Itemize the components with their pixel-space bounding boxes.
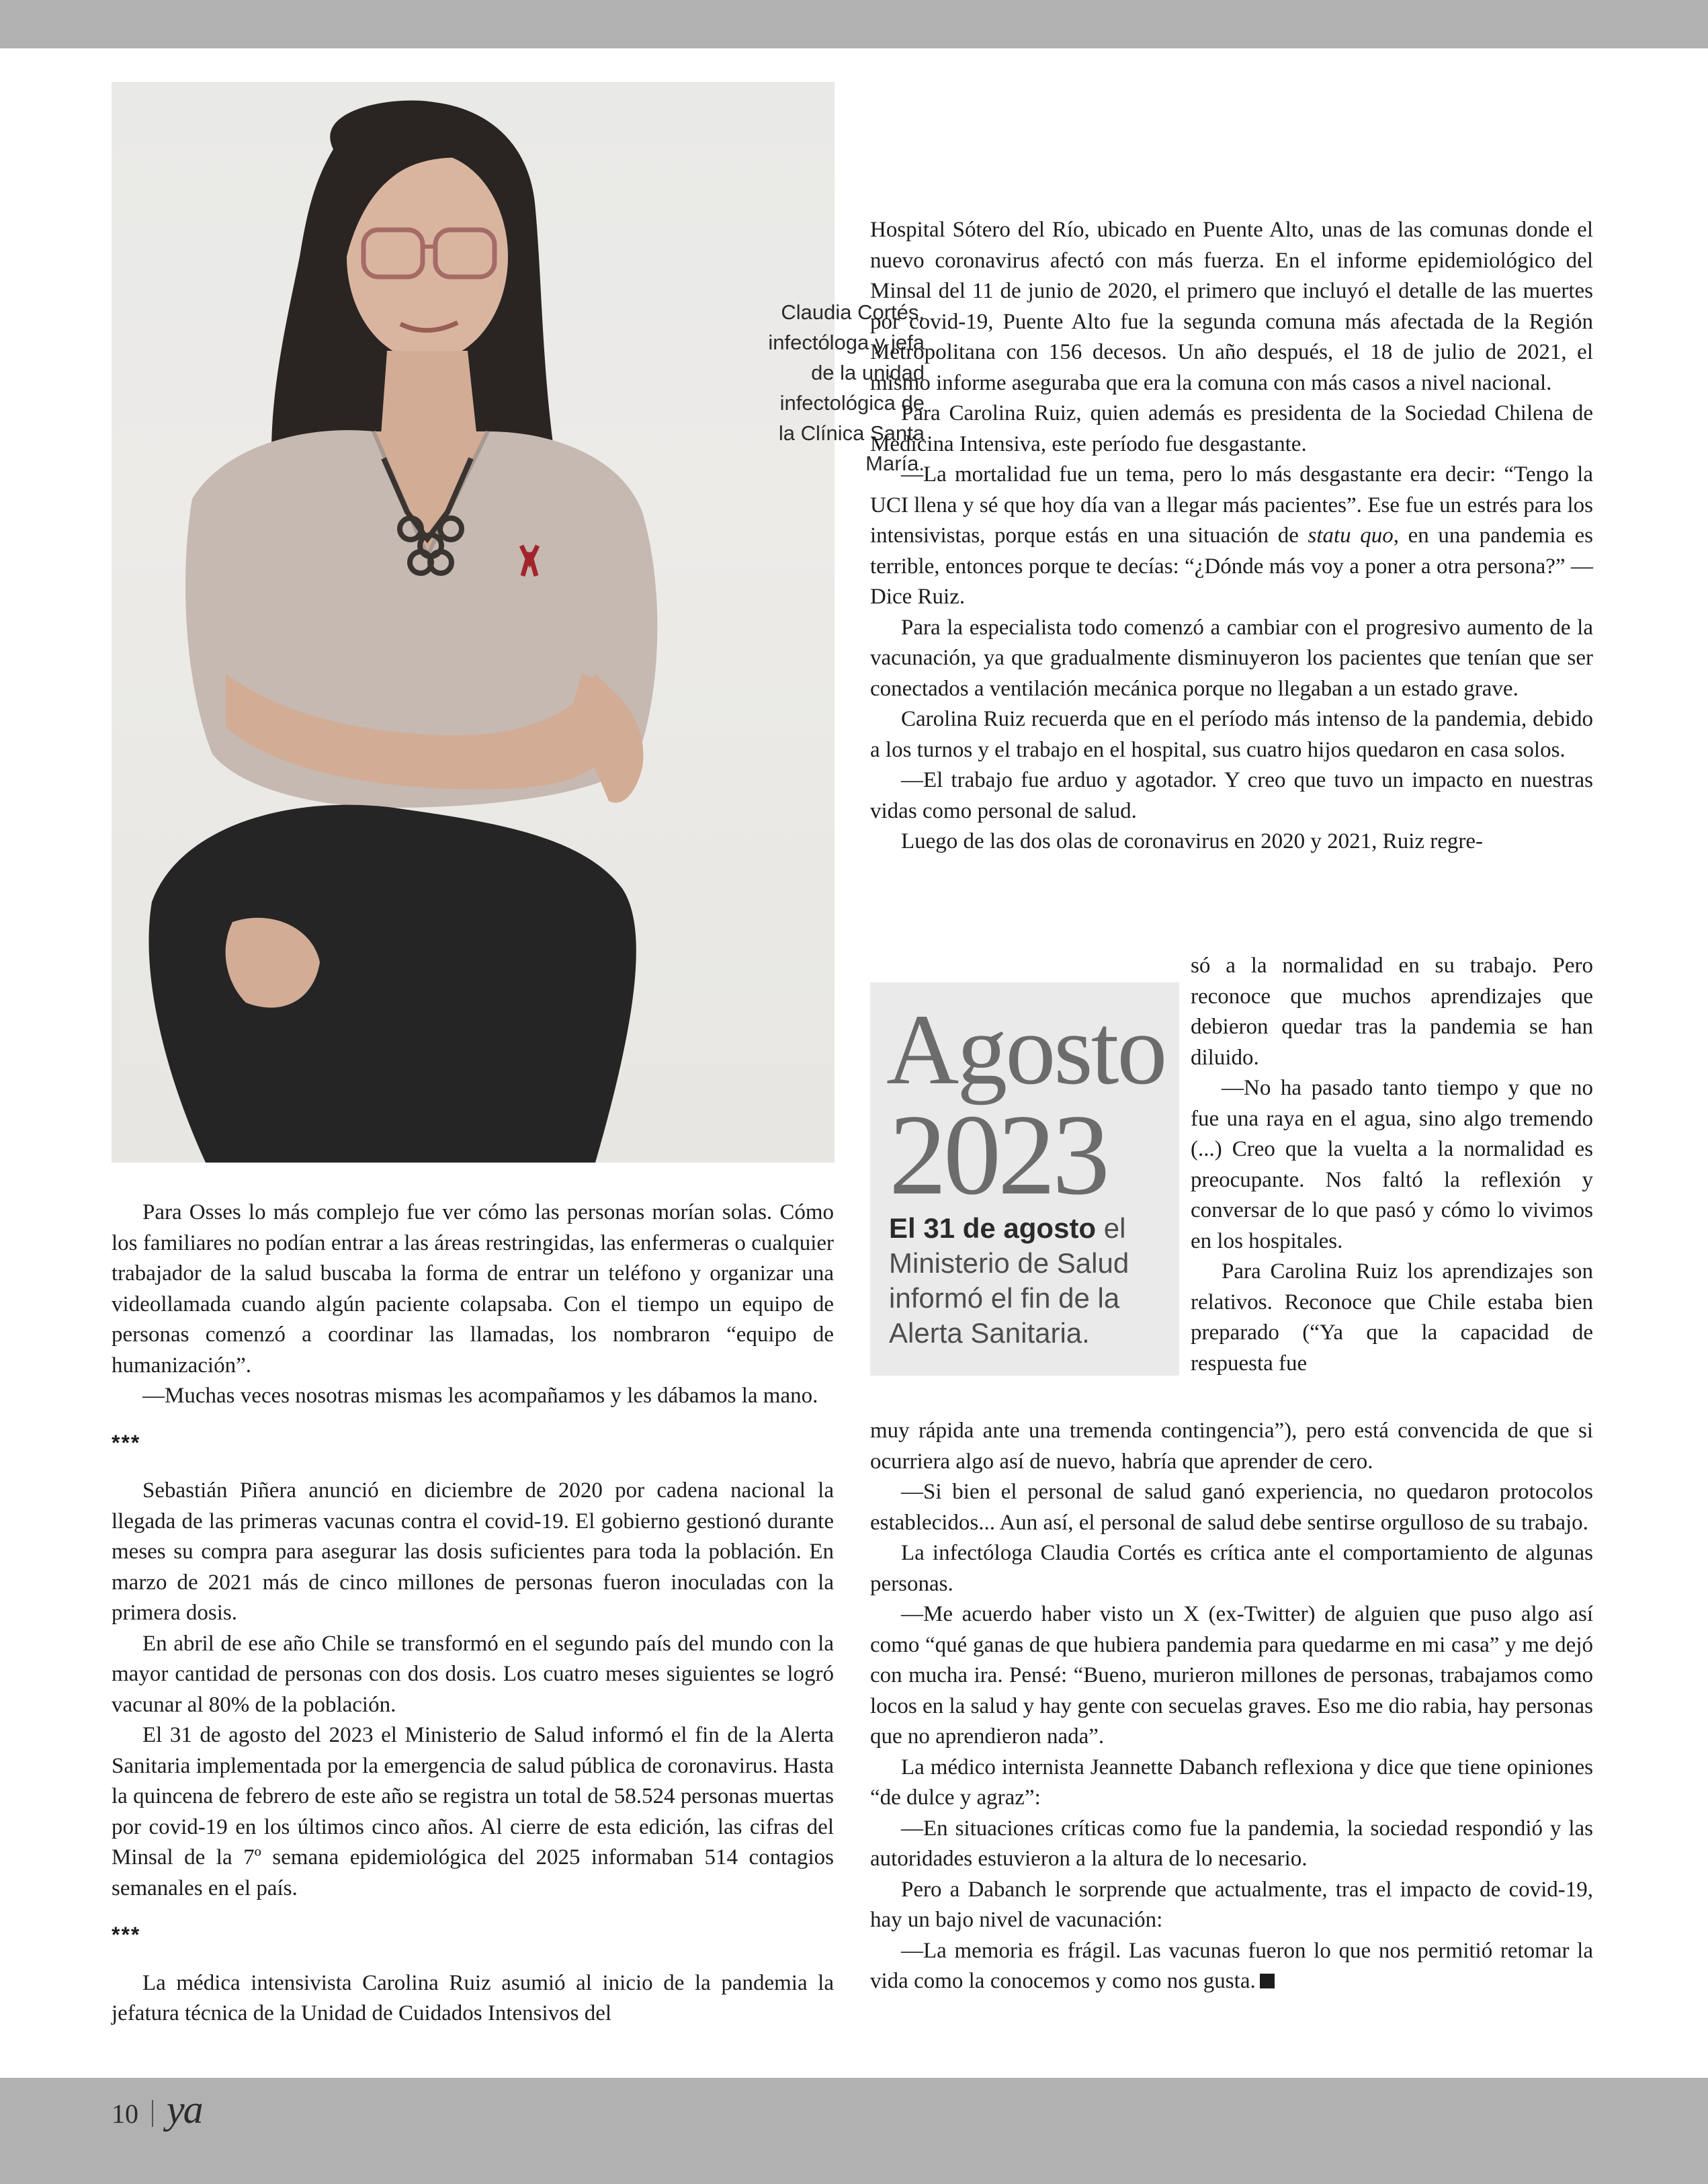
portrait-photo bbox=[112, 82, 925, 1163]
paragraph: —Si bien el personal de salud ganó experiencia, no quedaron protocolos establecidos... Aun así, el personal de salud debe sentirse orgulloso de su trabajo. bbox=[870, 1480, 1593, 1535]
end-mark-icon bbox=[1260, 1974, 1275, 1988]
folio bbox=[112, 2087, 202, 2133]
paragraph: —El trabajo fue arduo y agotador. Y creo que tuvo un impacto en nuestras vidas como personal de salud. bbox=[870, 768, 1593, 823]
paragraph: —Muchas veces nosotras mismas les acompañamos y les dábamos la mano. bbox=[142, 1384, 818, 1408]
photo-caption: Claudia Cortés, infectóloga y jefa de la unidad infectológica de la Clínica Santa María. bbox=[768, 300, 925, 475]
paragraph: muy rápida ante una tremenda contingencia”), pero está convencida de que si ocurriera algo así de nuevo, habría que aprender de cero. bbox=[870, 1419, 1593, 1474]
paragraph: Para Carolina Ruiz, quien además es presidenta de la Sociedad Chilena de Medicina Intensiva, este período fue desgastante. bbox=[870, 401, 1593, 456]
paragraph: En abril de ese año Chile se transformó en el segundo país del mundo con la mayor cantidad de personas con dos dosis. Los cuatro meses siguientes se logró vacunar al 80% de la población. bbox=[112, 1631, 834, 1717]
paragraph: Para Carolina Ruiz los aprendizajes son relativos. Reconoce que Chile estaba bien preparado (“Ya que la capacidad de respuesta fue bbox=[1191, 1259, 1593, 1376]
paragraph: —No ha pasado tanto tiempo y que no fue una raya en el agua, sino algo tremendo (...) Creo que la vuelta a la normalidad es preocupante. Nos faltó la reflexión y conversar de lo que pasó y cómo lo vivimos en los hospitales. bbox=[1191, 1076, 1593, 1253]
paragraph: Para Osses lo más complejo fue ver cómo las personas morían solas. Cómo los familiares no podían entrar a las áreas restringidas, las enfermeras o cualquier trabajador de la salud buscaba la forma de entrar un teléfono y organizar una videollamada cuando algún paciente colapsaba. Con el tiempo un equipo de personas comenzó a coordinar las llamadas, los nombraron “equipo de humanización”. bbox=[112, 1200, 834, 1378]
paragraph: El 31 de agosto del 2023 el Ministerio de Salud informó el fin de la Alerta Sanitaria implementada por la emergencia de salud pública de coronavirus. Hasta la quincena de febrero de este año se registra un total de 58.524 personas muertas por covid-19 en los últimos cinco años. Al cierre de esta edición, las cifras del Minsal de la 7º semana epidemiológica del 2025 informaban 514 contagios semanales en el país. bbox=[112, 1723, 834, 1900]
paragraph: só a la normalidad en su trabajo. Pero reconoce que muchos aprendizajes que debieron quedar tras la pandemia se han diluido. bbox=[1191, 954, 1593, 1070]
folio-divider bbox=[152, 2100, 153, 2127]
paragraph: —En situaciones críticas como fue la pandemia, la sociedad respondió y las autoridades estuvieron a la altura de lo necesario. bbox=[870, 1816, 1593, 1871]
paragraph: —La mortalidad fue un tema, pero lo más desgastante era decir: “Tengo la UCI llena y sé que hoy día van a llegar más pacientes”. Ese fue un estrés para los intensivistas, porque estás en una situación de statu quo, en una pandemia es terrible, entonces porque te decías: “¿Dónde más voy a poner a otra persona?” —Dice Ruiz. bbox=[870, 462, 1593, 609]
magazine-logo: ya bbox=[167, 2087, 202, 2132]
right-column-bottom bbox=[870, 1416, 1593, 1997]
top-band bbox=[0, 0, 1708, 48]
pull-quote-year: 2023 bbox=[889, 1091, 1107, 1219]
paragraph: Carolina Ruiz recuerda que en el período más intenso de la pandemia, debido a los turnos y el trabajo en el hospital, sus cuatro hijos quedaron en casa solos. bbox=[870, 707, 1593, 762]
bottom-band bbox=[0, 2078, 1708, 2184]
paragraph: La infectóloga Claudia Cortés es crítica ante el comportamiento de algunas personas. bbox=[870, 1541, 1593, 1596]
right-column-top bbox=[870, 215, 1593, 857]
paragraph: Para la especialista todo comenzó a cambiar con el progresivo aumento de la vacunación, ya que gradualmente disminuyeron los pacientes que tenían que ser conectados a ventilación mecánica porque no llegaban a un estado grave. bbox=[870, 615, 1593, 701]
portrait-illustration bbox=[112, 82, 835, 1163]
paragraph: —La memoria es frágil. Las vacunas fueron lo que nos permitió retomar la vida como la conocemos y como nos gusta. bbox=[870, 1938, 1593, 1993]
left-column bbox=[112, 1198, 834, 2029]
paragraph: —Me acuerdo haber visto un X (ex-Twitter) de alguien que puso algo así como “qué ganas de que hubiera pandemia para quedarme en mi casa” y me dejó con mucha ira. Pensé: “Bueno, murieron millones de personas, trabajamos como locos en la salud y hay gente con secuelas graves. Eso me dio rabia, hay personas que no aprendieron nada”. bbox=[870, 1602, 1593, 1749]
paragraph: Pero a Dabanch le sorprende que actualmente, tras el impacto de covid-19, hay un bajo nivel de vacunación: bbox=[870, 1877, 1593, 1932]
paragraph: La médico internista Jeannette Dabanch reflexiona y dice que tiene opiniones “de dulce y agraz”: bbox=[870, 1755, 1593, 1810]
paragraph: Luego de las dos olas de coronavirus en 2020 y 2021, Ruiz regre- bbox=[901, 829, 1484, 853]
page-number: 10 bbox=[112, 2099, 138, 2129]
right-column-narrow bbox=[1191, 951, 1593, 1379]
section-separator: *** bbox=[112, 1923, 141, 1947]
pull-quote-box bbox=[870, 982, 1179, 1376]
pull-quote-month: Agosto bbox=[886, 994, 1166, 1105]
section-separator: *** bbox=[112, 1430, 141, 1455]
paragraph: Hospital Sótero del Río, ubicado en Puente Alto, unas de las comunas donde el nuevo coronavirus afectó con más fuerza. En el informe epidemiológico del Minsal del 11 de junio de 2020, el primero que incluyó el detalle de las muertes por covid-19, Puente Alto fue la segunda comuna más afectada de la Región Metropolitana con 156 decesos. Un año después, el 18 de julio de 2021, el mismo informe aseguraba que era la comuna con más casos a nivel nacional. bbox=[870, 218, 1593, 395]
paragraph: La médica intensivista Carolina Ruiz asumió al inicio de la pandemia la jefatura técnica de la Unidad de Cuidados Intensivos del bbox=[112, 1970, 834, 2025]
paragraph: Sebastián Piñera anunció en diciembre de 2020 por cadena nacional la llegada de las primeras vacunas contra el covid-19. El gobierno gestionó durante meses su compra para asegurar las dosis suficientes para toda la población. En marzo de 2021 más de cinco millones de personas fueron inoculadas con la primera dosis. bbox=[112, 1478, 834, 1625]
pull-quote-note: El 31 de agosto el Ministerio de Salud informó el fin de la Alerta Sanitaria. bbox=[889, 1212, 1129, 1349]
